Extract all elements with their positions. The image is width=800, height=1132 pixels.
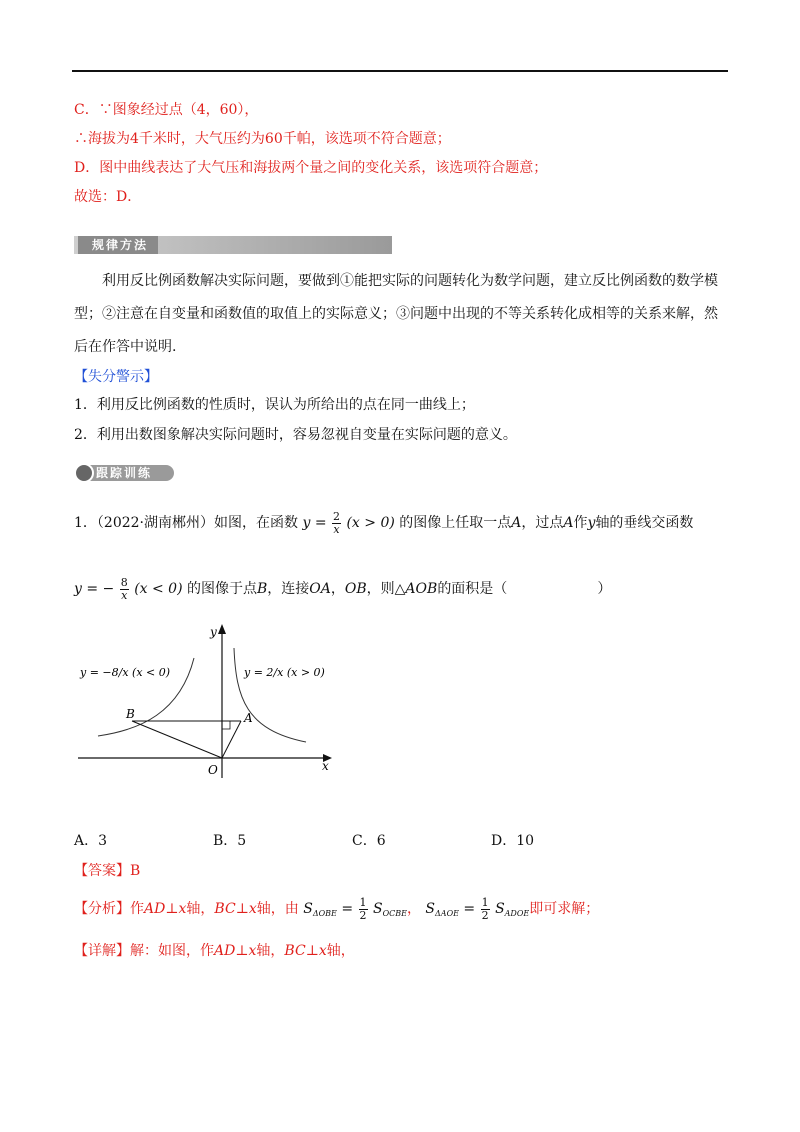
right-angle-mark <box>222 721 230 729</box>
option-c: C．6 <box>352 833 386 849</box>
segment-ob <box>132 721 222 758</box>
hyperbola-figure <box>70 618 340 780</box>
analysis-line: 【分析】作AD⊥x轴，BC⊥x轴，由 $S_{\Delta OBE}$ = $\frac{1}{2}$ $S_{OCBE}$， $S_{\Delta AOE}$ = $\frac{1}{2}$ $S_{ADOE}$即可求解； <box>74 895 600 922</box>
detail-line: 【详解】解：如图，作AD⊥x轴，BC⊥x轴， <box>74 943 355 959</box>
label-y: y <box>210 625 217 639</box>
label-a: A <box>244 711 253 725</box>
method-banner <box>74 236 392 254</box>
tracking-banner <box>74 463 174 483</box>
tracking-banner-label: 跟踪训练 <box>96 466 153 480</box>
header-rule <box>72 70 728 72</box>
method-paragraph: 利用反比例函数解决实际问题，要做到①能把实际的问题转化为数学问题，建立反比例函数的数学模型；②注意在自变量和函数值的取值上的实际意义；③问题中出现的不等关系转化成相等的关系来解，然后在作答中说明. <box>74 273 718 355</box>
fraction-2-over-x: $\frac{2}{x}$ <box>333 509 340 536</box>
target-icon <box>74 463 94 483</box>
option-b: B．5 <box>213 833 247 849</box>
warning-item-1: 1．利用反比例函数的性质时，误认为所给出的点在同一曲线上； <box>74 397 475 413</box>
label-left-function: y = −8/x (x < 0) <box>80 666 171 679</box>
answer-label: 【答案】 <box>74 863 130 879</box>
label-o: O <box>208 763 218 777</box>
method-banner-label: 规律方法 <box>78 236 158 254</box>
answer-line <box>74 862 140 880</box>
curve-right <box>234 648 306 742</box>
option-a: A．3 <box>74 833 108 849</box>
fraction-one-half-2: $\frac{1}{2}$ <box>481 895 489 922</box>
warning-item-2: 2．利用出数图象解决实际问题时，容易忽视自变量在实际问题的意义。 <box>74 427 517 443</box>
label-x: x <box>322 759 329 773</box>
option-d: D．10 <box>491 833 535 849</box>
option-c-line: C．∵图象经过点（4，60）， <box>74 102 259 118</box>
label-right-function: y = 2/x (x > 0) <box>244 666 325 679</box>
fraction-8-over-x: $\frac{8}{x}$ <box>120 575 128 602</box>
question-1-line-2: y = − $\frac{8}{x}$ (x < 0) 的图像于点B，连接OA，OB，则△AOB的面积是（ ） <box>74 575 612 602</box>
answer-value: B <box>130 863 141 879</box>
warning-label: 【失分警示】 <box>74 369 158 385</box>
option-d-line: D．图中曲线表达了大气压和海拔两个量之间的变化关系，该选项符合题意； <box>74 160 548 176</box>
question-1-line-1: 1．（2022·湖南郴州）如图，在函数 y = $\frac{2}{x}$ (x > 0) 的图像上任取一点A，过点A作y轴的垂线交函数 <box>74 509 694 536</box>
therefore-line: ∴海拔为4千米时，大气压约为60千帕，该选项不符合题意； <box>74 131 451 147</box>
choose-line: 故选：D． <box>74 189 142 205</box>
fraction-one-half: $\frac{1}{2}$ <box>359 895 367 922</box>
label-b: B <box>126 707 135 721</box>
segment-oa <box>222 721 241 758</box>
y-axis-arrow <box>218 624 226 634</box>
